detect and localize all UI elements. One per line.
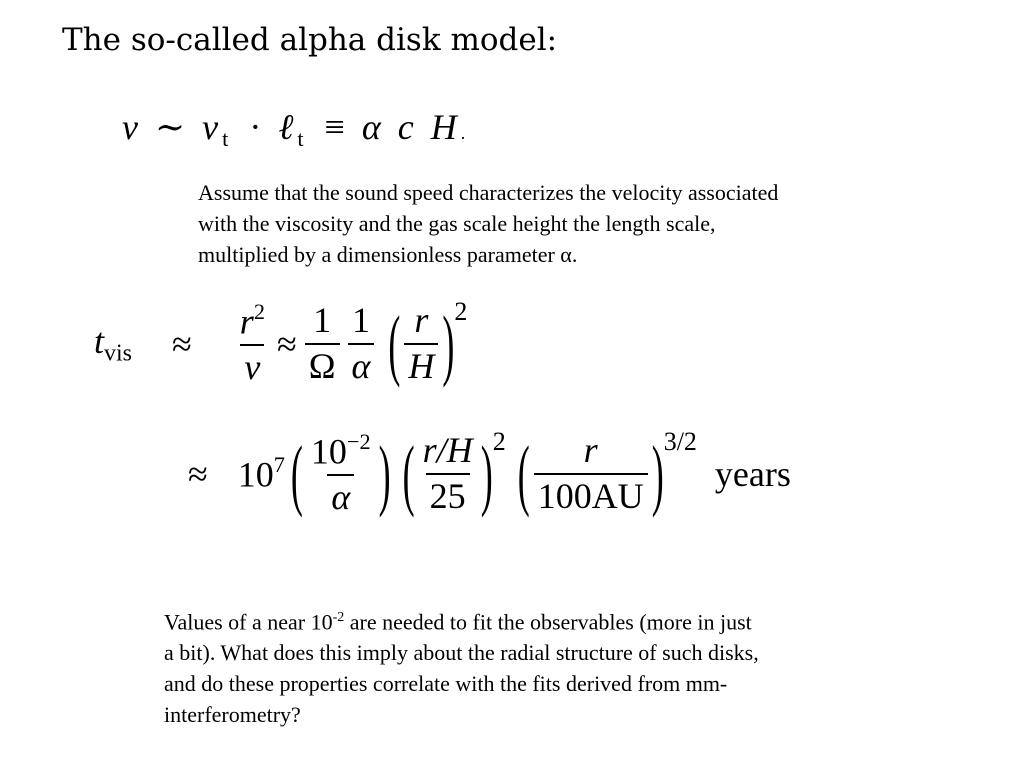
left-paren: ( (388, 299, 401, 388)
rH-scaling-fraction: $\frac{r/H}{25}$ (422, 430, 473, 516)
ten-power-seven: $10^7$ (237, 452, 285, 495)
left-paren-2: ( (402, 429, 415, 518)
square-exponent: 2 (454, 296, 468, 326)
radius-scaling-fraction: $\frac{r}{100AU}$ (534, 431, 648, 516)
alpha-scaling-fraction: $\frac{10^{-2}}{\alpha}$ (310, 429, 371, 518)
nu-symbol: ν (122, 107, 138, 147)
sim-operator: ∼ (154, 107, 186, 147)
three-halves-exponent: 3/2 (663, 426, 697, 456)
lt-term: ℓ $_t$ (278, 107, 304, 152)
square-exponent-2: 2 (492, 426, 506, 456)
approx-operator-2: ≈ (276, 323, 297, 364)
approx-operator: ≈ (172, 323, 192, 364)
assumption-paragraph: Assume that the sound speed characterizes the velocity associated with the viscosity and the gas scale height the length scale, multiplied by a dimensionless parameter α. (198, 180, 779, 267)
alpha-symbol: α (361, 107, 381, 147)
approx-operator-3: ≈ (188, 453, 208, 494)
right-paren-1: ) (378, 429, 391, 518)
r2-over-nu-fraction: $\frac{r^2}{\nu}$ (239, 299, 265, 388)
t-vis-term: $t_{vis}$ (94, 321, 133, 367)
H-symbol: H (430, 107, 457, 147)
slide-title: The so-called alpha disk model: (62, 22, 558, 58)
one-over-alpha-fraction: $\frac{1}{\alpha}$ (348, 301, 375, 386)
equiv-operator: ≡ (324, 107, 345, 147)
c-symbol: c (397, 107, 414, 147)
right-paren-3: ) (651, 429, 664, 518)
units-label: years (714, 453, 791, 494)
question-paragraph: Values of a near $10^{-2}$ are needed to fit the observables (more in just a bit). What does this imply about the radial structure of such disks, and do these properties correlate with the fits derived from mm-interferometry? (164, 609, 759, 728)
timescale-numeric-equation (188, 426, 791, 518)
viscosity-equation (118, 106, 465, 152)
right-paren-2: ) (480, 429, 493, 518)
viscous-timescale-equation (94, 296, 468, 388)
right-paren: ) (442, 299, 455, 388)
vt-term: v $_t$ (202, 107, 229, 152)
r-over-H-fraction: $\frac{r}{H}$ (404, 301, 438, 386)
left-paren-1: ( (290, 429, 303, 518)
dot-operator: · (249, 107, 262, 147)
one-over-omega-fraction: $\frac{1}{\Omega}$ (305, 301, 340, 386)
trailing-dot: . (460, 123, 466, 143)
left-paren-3: ( (517, 429, 530, 518)
